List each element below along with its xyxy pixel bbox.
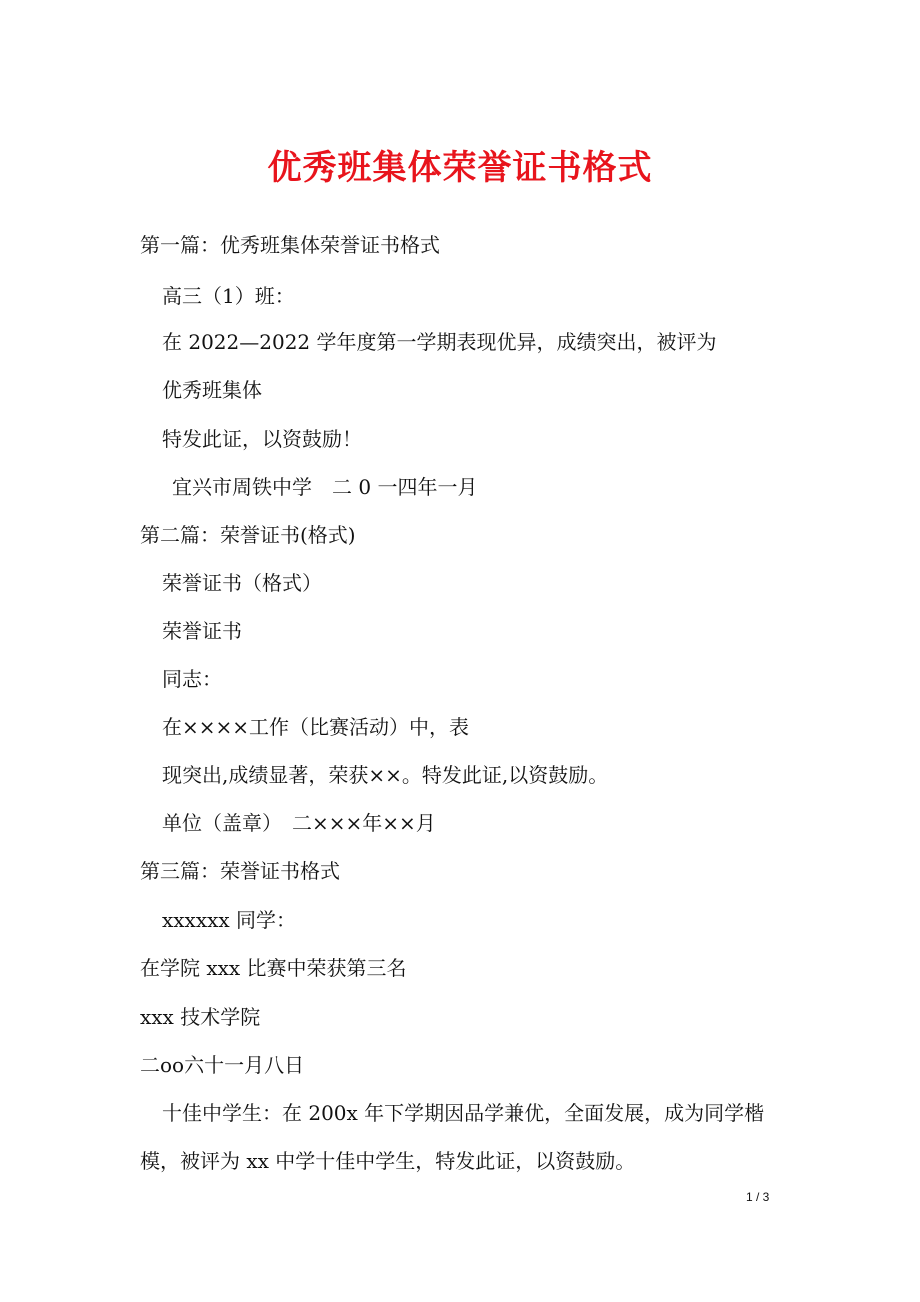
paragraph-line: 现突出,成绩显著，荣获××。特发此证,以资鼓励。 [162, 763, 609, 787]
paragraph-line: 荣誉证书 [162, 619, 242, 643]
paragraph-line: 高三（1）班： [162, 284, 295, 308]
paragraph-line: xxxxxx 同学： [162, 908, 297, 932]
paragraph-line: 在学院 xxx 比赛中荣获第三名 [140, 956, 407, 980]
paragraph-line: 特发此证，以资鼓励！ [162, 427, 362, 451]
section-heading-2: 第二篇：荣誉证书(格式) [140, 523, 356, 547]
paragraph-line: 在××××工作（比赛活动）中，表 [162, 715, 470, 739]
paragraph-line: 单位（盖章） 二×××年××月 [162, 811, 436, 835]
paragraph-line: 二oo六十一月八日 [140, 1053, 305, 1077]
paragraph-line: 十佳中学生：在 200x 年下学期因品学兼优，全面发展，成为同学楷模，被评为 xx 中学十佳中学生，特发此证，以资鼓励。 [140, 1101, 765, 1173]
paragraph-line: 荣誉证书（格式） [162, 571, 322, 595]
page-number: 1 / 3 [746, 1190, 770, 1204]
section-heading-3: 第三篇：荣誉证书格式 [140, 859, 340, 883]
paragraph-line: xxx 技术学院 [140, 1005, 261, 1029]
paragraph-line: 同志： [162, 667, 222, 691]
section-heading-1: 第一篇：优秀班集体荣誉证书格式 [140, 233, 440, 257]
paragraph-line: 在 2022—2022 学年度第一学期表现优异，成绩突出，被评为 [162, 330, 717, 354]
paragraph-line: 优秀班集体 [162, 378, 262, 402]
paragraph-line: 宜兴市周铁中学 二 0 一四年一月 [172, 475, 478, 499]
document-title: 优秀班集体荣誉证书格式 [267, 148, 653, 188]
